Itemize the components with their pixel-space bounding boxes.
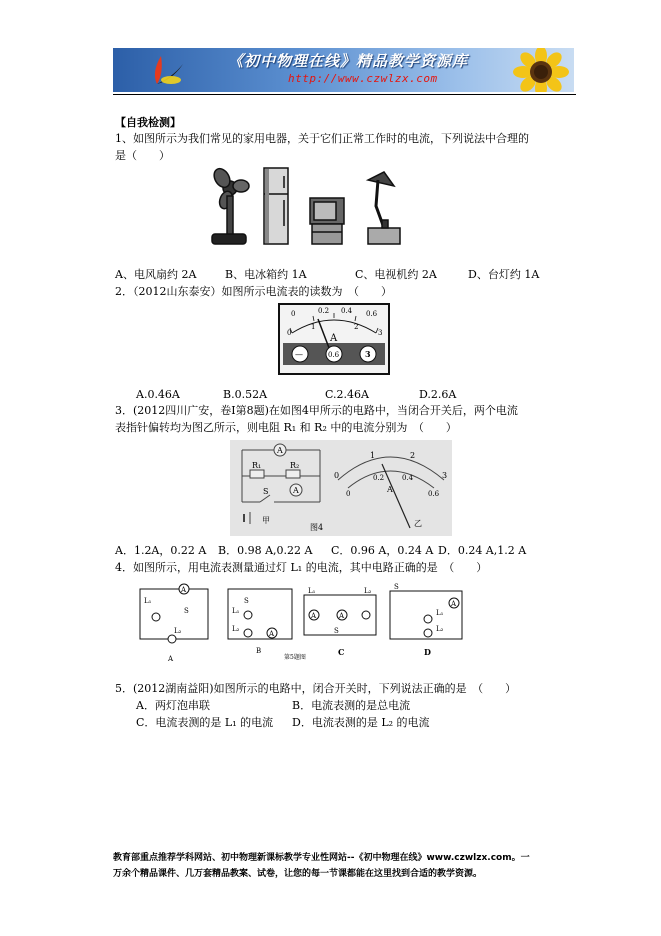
q5-option-c: C．电流表测的是 L₁ 的电流 — [136, 716, 274, 729]
q5-option-a: A．两灯泡串联 — [136, 699, 210, 712]
q3-circuit-figure — [230, 440, 452, 536]
figure-label: L₂ — [232, 625, 240, 633]
tv-icon — [310, 198, 344, 244]
figure-label: L₁ — [308, 587, 316, 595]
scale-top-0: 0 — [291, 310, 296, 318]
fridge-icon — [264, 168, 288, 244]
q4-label-b: B — [256, 647, 262, 655]
q1-stem-line2: 是（ ） — [115, 149, 170, 162]
q3-r2-label: R₂ — [290, 461, 300, 470]
footer-line2: 万余个精品课件、几万套精品教案、试卷，让您的每一节课都能在这里找到合适的教学资源。 — [113, 869, 483, 879]
q5-stem: 5．(2012湖南益阳)如图所示的电路中，闭合开关时，下列说法正确的是 （ ） — [115, 682, 517, 695]
q4-caption: 第5题图 — [284, 654, 306, 661]
banner-url[interactable]: http://www.czwlzx.com — [288, 72, 438, 85]
q2-option-b: B.0.52A — [223, 388, 268, 401]
terminal-3: 3 — [365, 349, 371, 359]
scale-bottom-0: 0 — [287, 329, 292, 337]
q3-scale-top-0: 0 — [334, 471, 340, 480]
figure-label: A — [181, 586, 187, 594]
meter-unit: A — [330, 333, 338, 344]
q5-option-b: B．电流表测的是总电流 — [292, 699, 411, 712]
lamp-icon — [368, 172, 400, 244]
q3-jia-label: 甲 — [262, 516, 270, 525]
q3-option-a: A．1.2A，0.22 A — [115, 544, 207, 557]
q3-scale-bottom-3: 0.6 — [428, 490, 440, 498]
scale-bottom-3: 3 — [378, 329, 383, 337]
q2-option-c: C.2.46A — [325, 388, 369, 401]
q3-meter-label-1: A — [277, 446, 283, 455]
scale-top-2: 0.4 — [341, 307, 353, 315]
terminal-06: 0.6 — [328, 351, 340, 359]
figure-label: A — [339, 612, 345, 620]
section-title: 【自我检测】 — [115, 116, 181, 129]
figure-label: A — [451, 600, 457, 608]
figure-label: A — [311, 612, 317, 620]
figure-label: S — [244, 597, 249, 605]
q3-scale-bottom-0: 0 — [346, 490, 351, 498]
figure-label: S — [394, 583, 399, 591]
fan-icon — [211, 166, 249, 244]
q2-option-a: A.0.46A — [136, 388, 180, 401]
q2-option-d: D.2.6A — [419, 388, 457, 401]
header-rule — [113, 94, 576, 95]
q3-scale-bottom-2: 0.4 — [402, 474, 414, 482]
footer-line1: 教育部重点推荐学科网站、初中物理新课标教学专业性网站--《初中物理在线》www.czwlzx.com。一 — [113, 853, 530, 863]
q3-caption: 图4 — [310, 523, 324, 532]
figure-label: L₁ — [144, 597, 152, 605]
q4-label-d: D — [424, 647, 431, 657]
q3-option-d: D．0.24 A,1.2 A — [438, 544, 527, 557]
q4-stem: 4．如图所示，用电流表测量通过灯 L₁ 的电流，其中电路正确的是 （ ） — [115, 561, 488, 574]
q3-meter-label-2: A — [293, 486, 299, 495]
header-banner — [113, 48, 574, 92]
q4-circuits-figure — [138, 581, 478, 665]
q1-appliance-figure — [208, 166, 408, 250]
sunflower-icon — [508, 48, 574, 92]
figure-label: L₂ — [436, 625, 444, 633]
q3-switch-label: S — [263, 487, 269, 496]
q3-stem-line2: 表指针偏转均为图乙所示，则电阻 R₁ 和 R₂ 中的电流分别为 （ ） — [115, 421, 457, 434]
q3-yi-label: 乙 — [414, 519, 422, 528]
q3-r1-label: R₁ — [252, 461, 262, 470]
figure-label: S — [334, 627, 339, 635]
q1-stem-line1: 1、如图所示为我们常见的家用电器，关于它们正常工作时的电流，下列说法中合理的 — [115, 132, 529, 145]
q1-option-d: D、台灯约 1A — [468, 268, 540, 281]
banner-title: 《初中物理在线》精品教学资源库 — [228, 52, 469, 70]
q3-scale-top-2: 2 — [410, 451, 416, 460]
figure-label: L₂ — [364, 587, 372, 595]
scale-bottom-2: 2 — [354, 323, 359, 331]
figure-label: A — [269, 630, 275, 638]
footer — [113, 850, 553, 882]
logo-icon — [147, 54, 187, 88]
q2-ammeter-figure — [278, 303, 390, 375]
q5-option-d: D．电流表测的是 L₂ 的电流 — [292, 716, 430, 729]
q2-stem: 2．（2012山东泰安）如图所示电流表的读数为 （ ） — [115, 285, 392, 298]
q1-option-b: B、电冰箱约 1A — [225, 268, 307, 281]
q1-option-c: C、电视机约 2A — [355, 268, 437, 281]
q3-scale-top-1: 1 — [370, 451, 376, 460]
q4-label-a: A — [168, 655, 174, 663]
q4-label-c: C — [338, 647, 345, 657]
figure-label: L₂ — [174, 627, 182, 635]
figure-label: L₁ — [232, 607, 240, 615]
q3-scale-top-3: 3 — [442, 471, 448, 480]
terminal-neg: — — [295, 350, 303, 359]
scale-top-3: 0.6 — [366, 310, 378, 318]
q3-stem-line1: 3．(2012四川广安，卷Ⅰ第8题)在如图4甲所示的电路中，当闭合开关后，两个电流 — [115, 404, 518, 417]
figure-label: L₁ — [436, 609, 444, 617]
q1-option-a: A、电风扇约 2A — [115, 268, 197, 281]
scale-top-1: 0.2 — [318, 307, 330, 315]
q3-meter-unit: A — [387, 485, 393, 494]
figure-label: S — [184, 607, 189, 615]
q3-option-c: C．0.96 A，0.24 A — [331, 544, 434, 557]
q3-option-b: B．0.98 A,0.22 A — [218, 544, 313, 557]
q3-scale-bottom-1: 0.2 — [373, 474, 385, 482]
scale-bottom-1: 1 — [311, 323, 316, 331]
